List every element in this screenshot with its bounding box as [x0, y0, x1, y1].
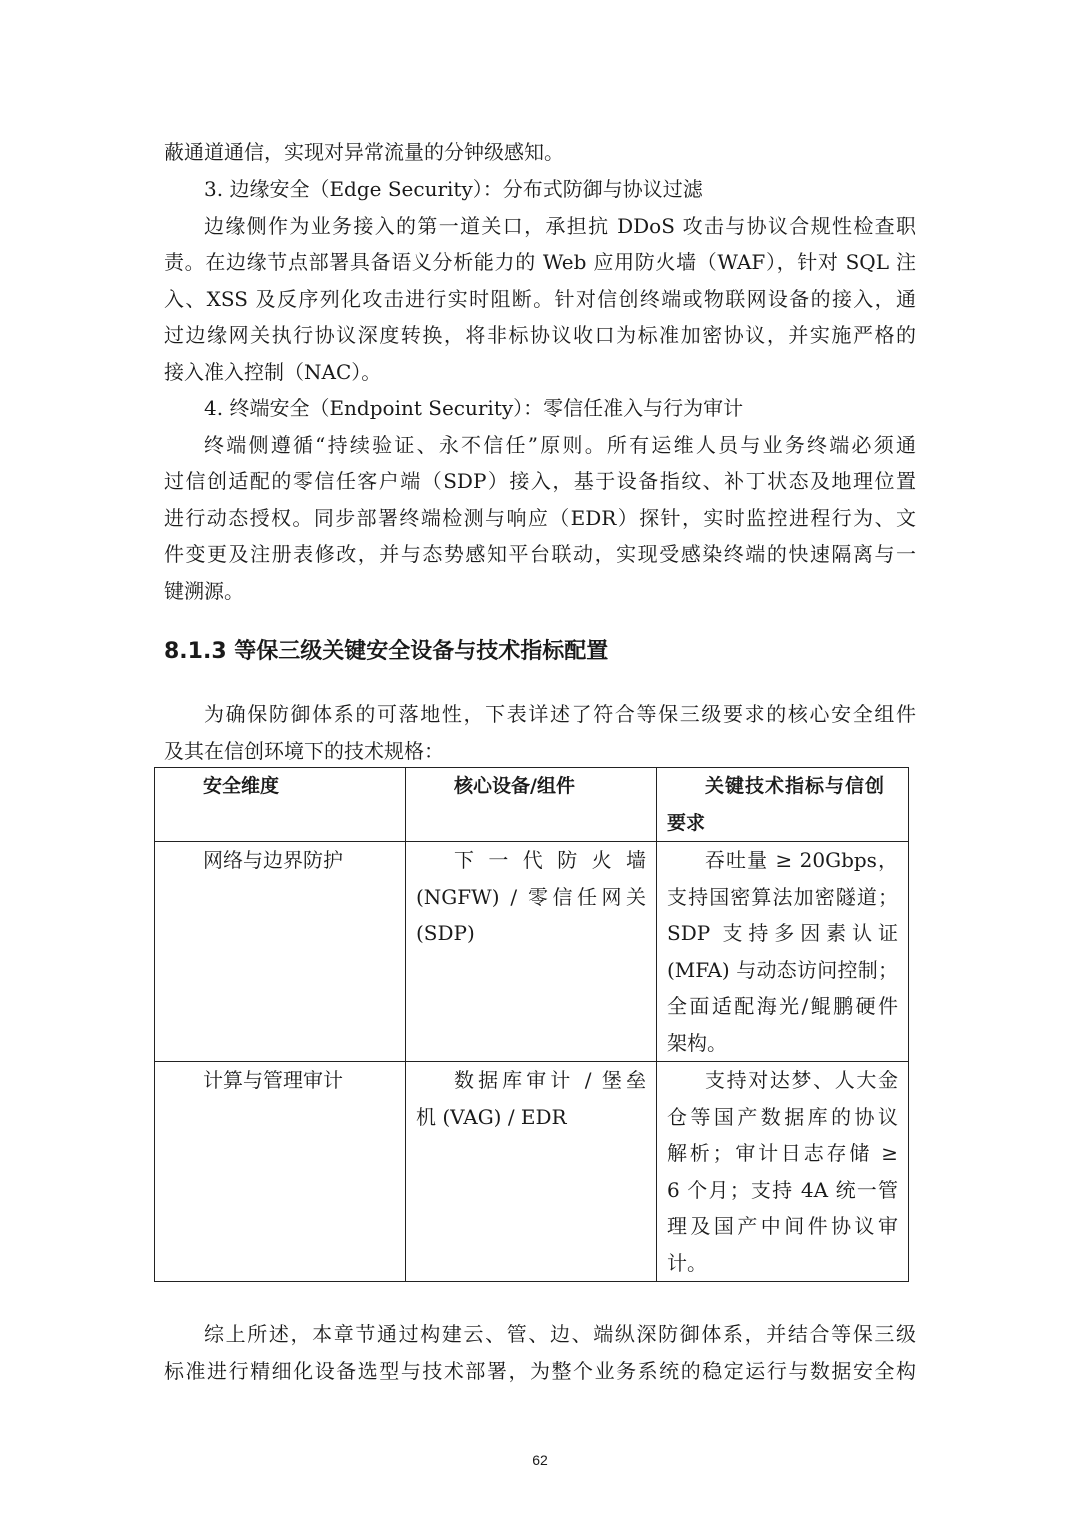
text-line: 入、XSS 及反序列化攻击进行实时阻断。针对信创终端或物联网设备的接入，通	[164, 286, 916, 311]
section-intro	[164, 696, 916, 769]
item-title: 4. 终端安全（Endpoint Security）：零信任准入与行为审计	[204, 396, 744, 420]
cell-device: 下 一 代 防 火 墙 (NGFW) / 零信任网关 (SDP)	[406, 842, 657, 1062]
text-line: 为确保防御体系的可落地性，下表详述了符合等保三级要求的核心安全组件	[204, 702, 916, 726]
cell-spec: 吞吐量 ≥ 20Gbps， 支持国密算法加密隧道； SDP 支持多因素认证 (MFA) 与动态访问控制； 全面适配海光/鲲鹏硬件 架构。	[657, 842, 909, 1062]
table-row	[155, 842, 909, 1062]
header-cell-device: 核心设备/组件	[406, 768, 657, 842]
text-line: 接入准入控制（NAC）。	[164, 359, 382, 384]
text-line: 边缘侧作为业务接入的第一道关口，承担抗 DDoS 攻击与协议合规性检查职	[204, 213, 916, 238]
summary-paragraph	[164, 1316, 916, 1389]
header-cell-dimension: 安全维度	[155, 768, 406, 842]
text-line: 终端侧遵循“持续验证、永不信任”原则。所有运维人员与业务终端必须通	[204, 432, 916, 457]
table-header-row	[155, 768, 909, 842]
cell-dimension: 计算与管理审计	[155, 1062, 406, 1282]
spec-table	[154, 767, 909, 1282]
section-item-endpoint-security	[164, 390, 916, 609]
text-line: 责。在边缘节点部署具备语义分析能力的 Web 应用防火墙（WAF），针对 SQL 注	[164, 250, 916, 274]
table-row	[155, 1062, 909, 1282]
text-line: 过边缘网关执行协议深度转换，将非标协议收口为标准加密协议，并实施严格的	[164, 323, 916, 347]
text-line: 进行动态授权。同步部署终端检测与响应（EDR）探针，实时监控进程行为、文	[164, 505, 916, 530]
text-line: 及其在信创环境下的技术规格：	[164, 738, 444, 763]
text-line: 综上所述，本章节通过构建云、管、边、端纵深防御体系，并结合等保三级	[204, 1322, 916, 1346]
text-line: 过信创适配的零信任客户端（SDP）接入，基于设备指纹、补丁状态及地理位置	[164, 469, 916, 493]
header-cell-spec: 关键技术指标与信创 要求	[657, 768, 909, 842]
page-number: 62	[532, 1452, 548, 1468]
item-title: 3. 边缘安全（Edge Security）：分布式防御与协议过滤	[204, 177, 703, 201]
text-line: 键溯源。	[164, 578, 244, 603]
text-line: 蔽通道通信，实现对异常流量的分钟级感知。	[164, 140, 564, 164]
text-line: 标准进行精细化设备选型与技术部署，为整个业务系统的稳定运行与数据安全构	[164, 1358, 916, 1383]
cell-device: 数据库审计 / 堡垒 机 (VAG) / EDR	[406, 1062, 657, 1282]
text-line: 件变更及注册表修改，并与态势感知平台联动，实现受感染终端的快速隔离与一	[164, 542, 916, 566]
cell-spec: 支持对达梦、人大金 仓等国产数据库的协议 解析；审计日志存储 ≥ 6 个月；支持 4A 统一管 理及国产中间件协议审 计。	[657, 1062, 909, 1282]
section-heading: 8.1.3 等保三级关键安全设备与技术指标配置	[164, 639, 609, 664]
paragraph-continuation	[164, 134, 916, 171]
cell-dimension: 网络与边界防护	[155, 842, 406, 1062]
section-item-edge-security	[164, 171, 916, 390]
